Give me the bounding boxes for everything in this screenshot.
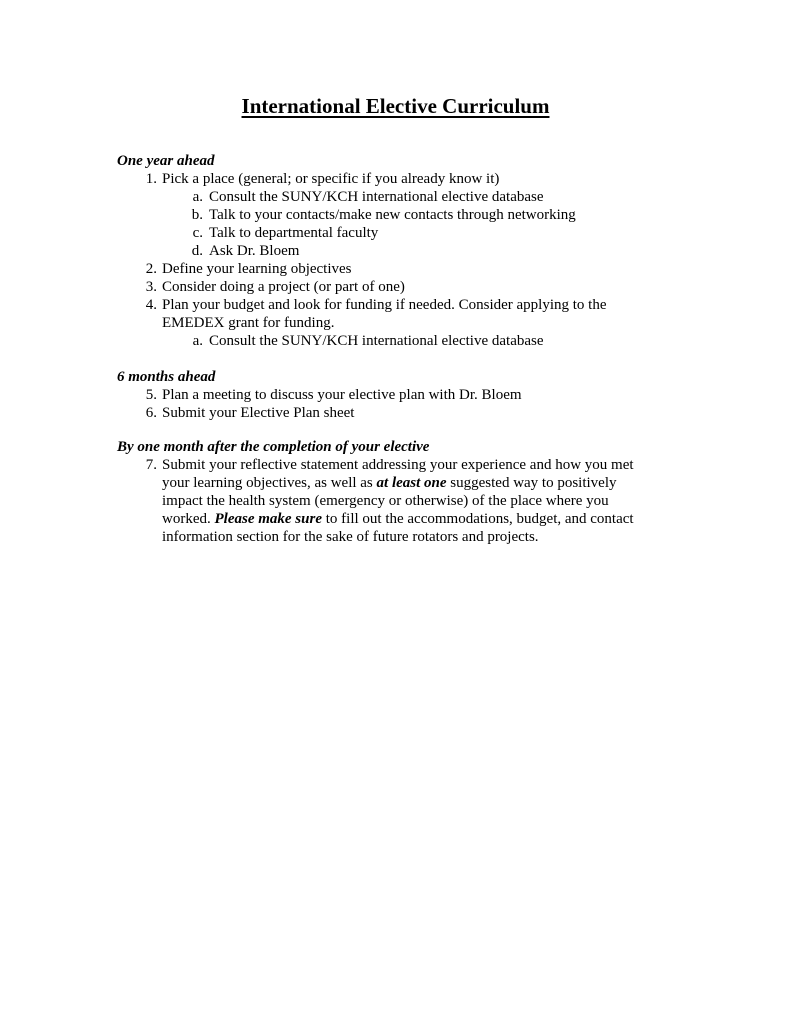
sub-text: Ask Dr. Bloem: [209, 243, 300, 259]
list-item-7-line-2: [117, 474, 737, 492]
sub-label: a.: [192, 333, 203, 349]
text-run: your learning objectives, as well as: [162, 475, 377, 491]
section-after-completion: [117, 438, 737, 546]
list-number: 7.: [145, 457, 157, 473]
text-run: to fill out the accommodations, budget, and contact: [321, 511, 634, 527]
list-item-3: [117, 278, 737, 296]
sub-label: c.: [192, 225, 203, 241]
list-item-7-line-5: [117, 528, 737, 546]
list-text-continuation: information section for the sake of future rotators and projects.: [162, 529, 539, 545]
list-text: Plan your budget and look for funding if needed. Consider applying to the: [162, 297, 607, 313]
text-run: worked.: [162, 511, 215, 527]
list-text: Consider doing a project (or part of one): [162, 279, 405, 295]
section-heading: One year ahead: [117, 153, 215, 169]
list-item-2: [117, 260, 737, 278]
list-number: 4.: [145, 297, 157, 313]
list-text: Submit your reflective statement addressing your experience and how you met: [162, 457, 634, 473]
sub-item-4a: [117, 332, 737, 350]
page-title: [0, 94, 791, 119]
sub-item-1b: [117, 206, 737, 224]
sub-item-1d: [117, 242, 737, 260]
section-heading: By one month after the completion of your elective: [117, 439, 430, 455]
list-text: Submit your Elective Plan sheet: [162, 405, 355, 421]
sub-text: Talk to your contacts/make new contacts through networking: [209, 207, 576, 223]
list-number: 6.: [145, 405, 157, 421]
list-item-1: [117, 170, 737, 188]
list-item-5: [117, 386, 737, 404]
sub-label: d.: [191, 243, 203, 259]
list-text: Define your learning objectives: [162, 261, 352, 277]
emphasis-text: at least one: [376, 475, 447, 491]
section-6-months-ahead: [117, 368, 737, 422]
sub-text: Talk to departmental faculty: [209, 225, 379, 241]
sub-text: Consult the SUNY/KCH international elective database: [209, 333, 544, 349]
sub-label: b.: [191, 207, 203, 223]
sub-text: Consult the SUNY/KCH international elective database: [209, 189, 544, 205]
page-title-text: International Elective Curriculum: [241, 94, 550, 118]
list-number: 5.: [145, 387, 157, 403]
section-one-year-ahead: [117, 152, 737, 350]
list-text-continuation: impact the health system (emergency or otherwise) of the place where you: [162, 493, 609, 509]
list-item-6: [117, 404, 737, 422]
list-item-7-line-3: [117, 492, 737, 510]
sub-item-1c: [117, 224, 737, 242]
list-item-7-line-4: [117, 510, 737, 528]
list-text: Plan a meeting to discuss your elective plan with Dr. Bloem: [162, 387, 522, 403]
list-text-continuation: [162, 474, 617, 492]
text-run: suggested way to positively: [446, 475, 617, 491]
list-number: 2.: [145, 261, 157, 277]
list-text-continuation: EMEDEX grant for funding.: [162, 315, 335, 331]
emphasis-text: Please make sure: [214, 511, 322, 527]
sub-item-1a: [117, 188, 737, 206]
list-number: 1.: [145, 171, 157, 187]
list-item-7: [117, 456, 737, 474]
sub-label: a.: [192, 189, 203, 205]
list-text-continuation: [162, 510, 634, 528]
section-heading: 6 months ahead: [117, 369, 216, 385]
list-item-4: [117, 296, 737, 314]
list-number: 3.: [145, 279, 157, 295]
list-text: Pick a place (general; or specific if you already know it): [162, 171, 500, 187]
list-item-4-continuation: [117, 314, 737, 332]
